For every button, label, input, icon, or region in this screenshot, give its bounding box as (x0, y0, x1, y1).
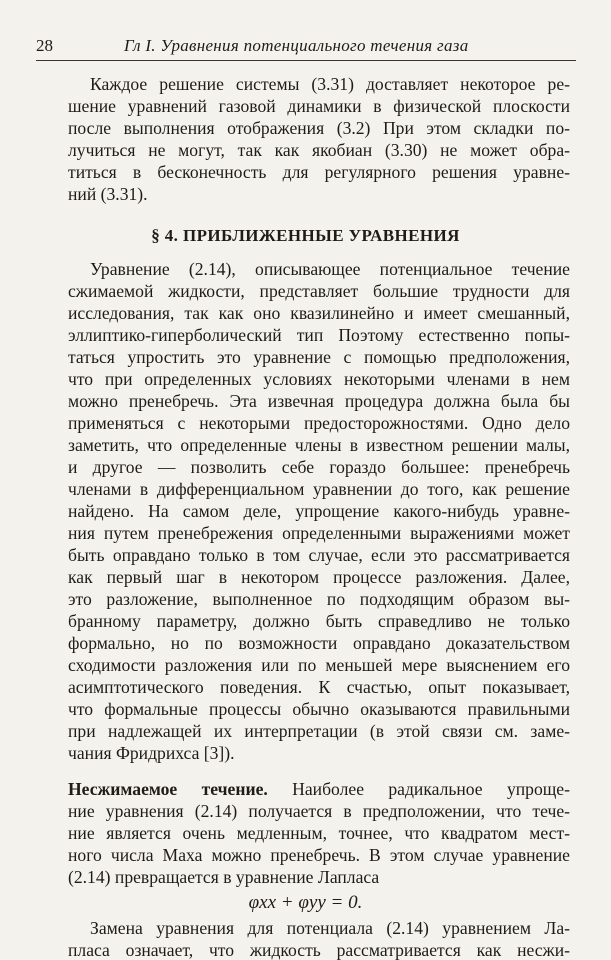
text-line: заметить, что определенные члены в известном решении малы, (68, 435, 570, 455)
text-line: применяться с некоторыми предосторожностями. Одно дело (68, 413, 570, 433)
text-line (68, 779, 570, 799)
text-run: Наиболее радикальное упроще- (267, 779, 570, 799)
text-line: пласа означает, что жидкость рассматривается как несжи- (68, 940, 570, 960)
text-line: найдено. На самом деле, упрощение какого-нибудь уравне- (68, 501, 570, 521)
section-heading: § 4. ПРИБЛИЖЕННЫЕ УРАВНЕНИЯ (151, 226, 460, 245)
text-line: при надлежащей их интерпретации (в этой связи см. заме- (68, 721, 570, 741)
text-line: Уравнение (2.14), описывающее потенциальное течение (90, 259, 570, 279)
text-line: лучиться не могут, так как якобиан (3.30) не может обра- (68, 140, 570, 160)
text-line: ние является очень медленным, точнее, что квадратом мест- (68, 823, 570, 843)
text-line: что формальные процессы обычно оказываются правильными (68, 699, 570, 719)
page-header (36, 34, 576, 61)
text-line: бранному параметру, должно быть справедливо не только (68, 611, 570, 631)
text-line: Замена уравнения для потенциала (2.14) уравнением Ла- (90, 918, 570, 938)
text-line: таться упростить это уравнение с помощью предположения, (68, 347, 570, 367)
text-line: ного числа Маха можно пренебречь. В этом случае уравнение (68, 845, 570, 865)
text-line: сжимаемой жидкости, представляет большие трудности для (68, 281, 570, 301)
laplace-equation: φxx + φyy = 0. (248, 892, 363, 913)
text-line: шение уравнений газовой динамики в физической плоскости (68, 96, 570, 116)
text-line: исследования, так как оно квазилинейно и имеет смешанный, (68, 303, 570, 323)
text-line: (2.14) превращается в уравнение Лапласа (68, 867, 380, 887)
text-line: ния путем пренебрежения определенными выражениями может (68, 523, 570, 543)
text-line: что при определенных условиях некоторыми членами в нем (68, 369, 570, 389)
running-title: Гл I. Уравнения потенциального течения газа (124, 36, 469, 55)
text-line: сходимости разложения или по меньшей мере выяснением его (68, 655, 570, 675)
text-line: чания Фридрихса [3]). (68, 743, 235, 763)
text-line: ние уравнения (2.14) получается в предположении, что тече- (68, 801, 570, 821)
text-line: Каждое решение системы (3.31) доставляет некоторое ре- (90, 74, 570, 94)
text-line: ний (3.31). (68, 184, 148, 204)
page-number: 28 (36, 36, 53, 55)
text-line: титься в бесконечность для регулярного решения уравне- (68, 162, 570, 182)
run-in-heading: Несжимаемое течение. (68, 779, 268, 799)
text-line: формально, но по возможности оправдано доказательством (68, 633, 570, 653)
text-line: как первый шаг в некотором процессе разложения. Далее, (68, 567, 570, 587)
text-line: асимптотического поведения. К счастью, опыт показывает, (68, 677, 570, 697)
text-line: членами в дифференциальном уравнении до того, как решение (68, 479, 570, 499)
text-line: это разложение, выполненное по подходящим образом вы- (68, 589, 570, 609)
text-line: и другое — позволить себе гораздо большее: пренебречь (68, 457, 570, 477)
text-line: быть оправдано только в том случае, если это рассматривается (68, 545, 570, 565)
text-line: эллиптико-гиперболический тип Поэтому естественно попы- (68, 325, 570, 345)
text-line: можно пренебречь. Эта извечная процедура должна была бы (68, 391, 570, 411)
text-line: после выполнения отображения (3.2) При этом складки по- (68, 118, 570, 138)
